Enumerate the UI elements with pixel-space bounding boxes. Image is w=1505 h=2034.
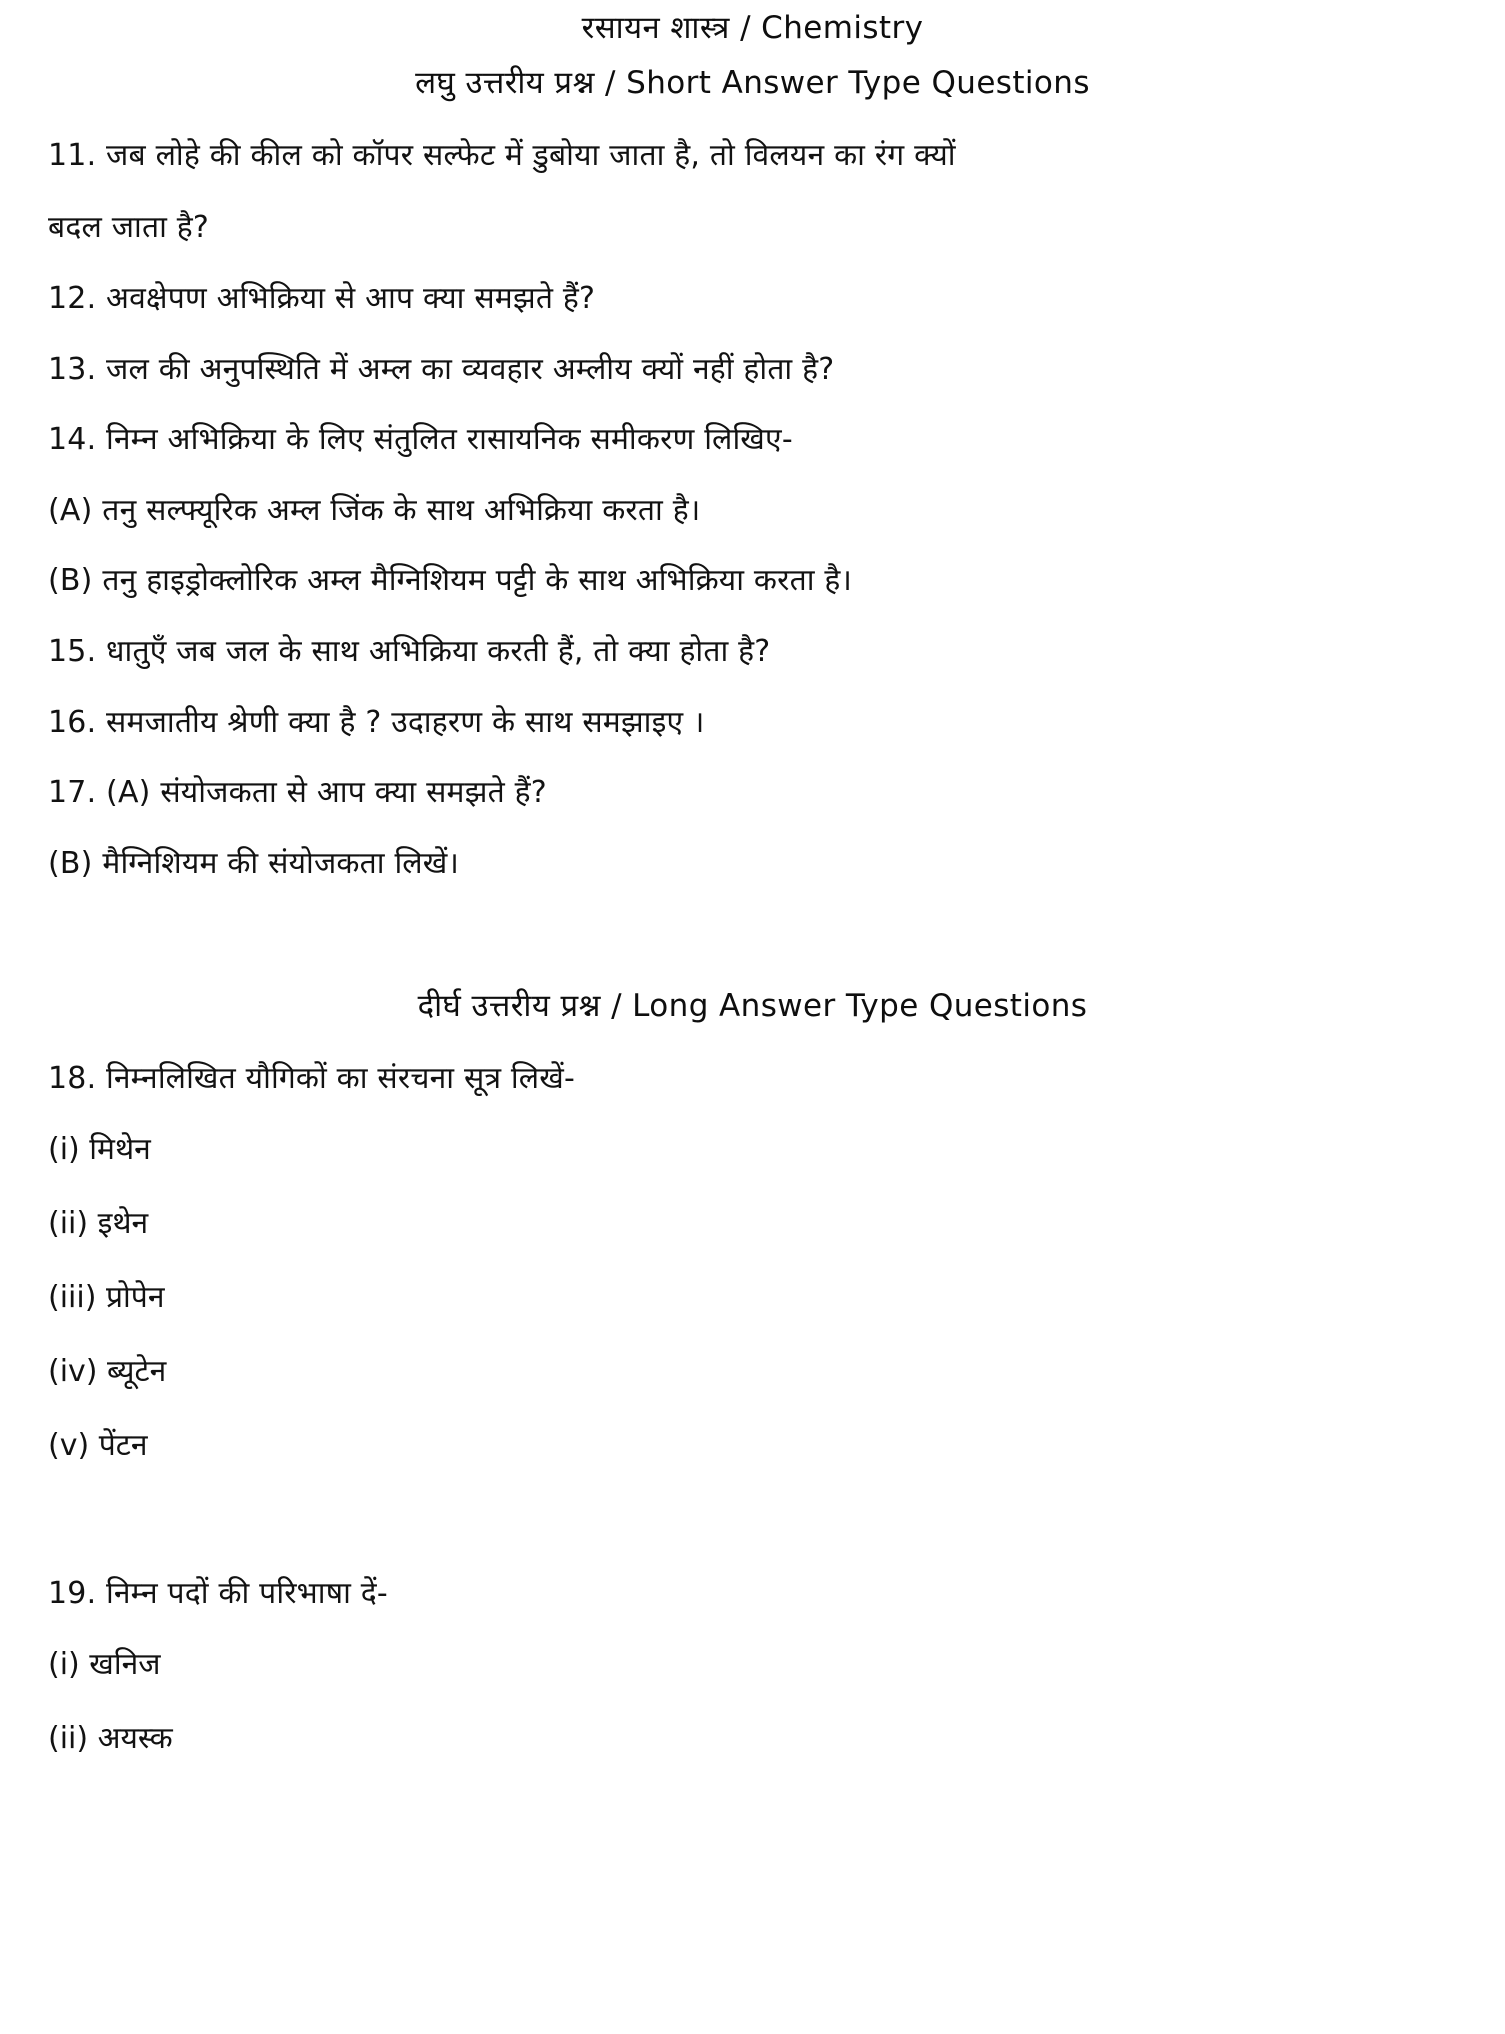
question-14: 14. निम्न अभिक्रिया के लिए संतुलित रासायनिक समीकरण लिखिए- [48, 422, 793, 458]
question-14-option-b: (B) तनु हाइड्रोक्लोरिक अम्ल मैग्निशियम पट्टी के साथ अभिक्रिया करता है। [48, 563, 853, 599]
question-13: 13. जल की अनुपस्थिति में अम्ल का व्यवहार अम्लीय क्यों नहीं होता है? [48, 351, 835, 387]
question-18-item-ii: (ii) इथेन [48, 1205, 149, 1241]
question-14-option-a: (A) तनु सल्फ्यूरिक अम्ल जिंक के साथ अभिक्रिया करता है। [48, 492, 701, 528]
question-11-line-2: बदल जाता है? [48, 210, 210, 246]
question-18-item-i: (i) मिथेन [48, 1131, 151, 1167]
page-title: रसायन शास्त्र / Chemistry [581, 10, 924, 46]
question-19-item-ii: (ii) अयस्क [48, 1720, 173, 1756]
question-17-option-a: 17. (A) संयोजकता से आप क्या समझते हैं? [48, 775, 547, 811]
question-19: 19. निम्न पदों की परिभाषा दें- [48, 1575, 388, 1611]
question-15: 15. धातुएँ जब जल के साथ अभिक्रिया करती हैं, तो क्या होता है? [48, 634, 771, 670]
section-heading-long-answer: दीर्घ उत्तरीय प्रश्न / Long Answer Type Questions [417, 988, 1088, 1025]
question-19-item-i: (i) खनिज [48, 1646, 161, 1682]
question-18-item-iii: (iii) प्रोपेन [48, 1279, 165, 1315]
question-11-line-1: 11. जब लोहे की कील को कॉपर सल्फेट में डुबोया जाता है, तो विलयन का रंग क्यों [48, 137, 956, 173]
section-heading-short-answer: लघु उत्तरीय प्रश्न / Short Answer Type Questions [415, 64, 1090, 101]
section-spacer [48, 1496, 1457, 1570]
question-18: 18. निम्नलिखित यौगिकों का संरचना सूत्र लिखें- [48, 1061, 576, 1097]
question-16: 16. समजातीय श्रेणी क्या है ? उदाहरण के साथ समझाइए । [48, 704, 705, 740]
question-12: 12. अवक्षेपण अभिक्रिया से आप क्या समझते हैं? [48, 281, 596, 317]
question-18-item-iv: (iv) ब्यूटेन [48, 1353, 167, 1389]
question-18-item-v: (v) पेंटन [48, 1427, 148, 1463]
question-17-option-b: (B) मैग्निशियम की संयोजकता लिखें। [48, 845, 460, 881]
